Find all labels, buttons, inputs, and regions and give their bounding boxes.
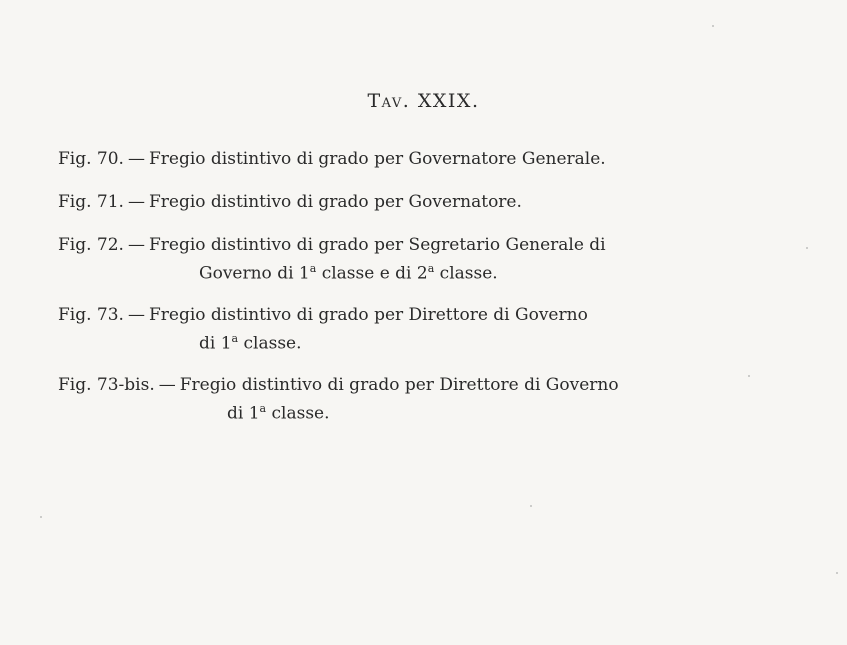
scan-speck [40,516,42,518]
continuation-text: di 1 [199,333,232,354]
caption-text: Fregio distintivo di grado per Governatore Generale. [148,149,606,169]
scan-speck [806,247,808,249]
ordinal-superscript: a [259,402,267,415]
scan-speck [836,572,838,574]
scan-speck [712,25,714,27]
caption-entry [58,147,606,171]
figure-number: Fig. 72. [58,235,124,255]
caption-entry [58,373,619,426]
caption-dash: — [158,375,176,395]
caption-text: Fregio distintivo di grado per Direttore di Governo [148,305,588,325]
scan-speck [530,505,532,507]
figure-number: Fig. 71. [58,192,124,212]
scan-speck [748,375,750,377]
caption-entry [58,190,522,214]
caption-text: Fregio distintivo di grado per Governatore. [148,192,522,212]
ordinal-superscript: a [231,332,239,345]
continuation-text: classe. [238,333,302,354]
figure-number: Fig. 73. [58,305,124,325]
continuation-text: classe. [434,263,498,284]
caption-text: Fregio distintivo di grado per Segretario Generale di [148,235,606,255]
caption-entry [58,233,606,286]
caption-continuation [58,257,606,286]
caption-dash: — [127,235,145,255]
continuation-text: classe e di 2 [316,263,428,284]
caption-continuation [58,327,588,356]
ordinal-superscript: a [427,262,435,275]
caption-dash: — [127,305,145,325]
caption-text: Fregio distintivo di grado per Direttore di Governo [179,375,619,395]
figure-number: Fig. 70. [58,149,124,169]
caption-continuation [58,397,619,426]
continuation-text: classe. [266,403,330,424]
continuation-text: di 1 [227,403,260,424]
plate-title: Tav. XXIX. [367,90,480,112]
continuation-text: Governo di 1 [199,263,310,284]
caption-dash: — [127,192,145,212]
figure-number: Fig. 73-bis. [58,375,155,395]
caption-entry [58,303,588,356]
caption-dash: — [127,149,145,169]
ordinal-superscript: a [309,262,317,275]
